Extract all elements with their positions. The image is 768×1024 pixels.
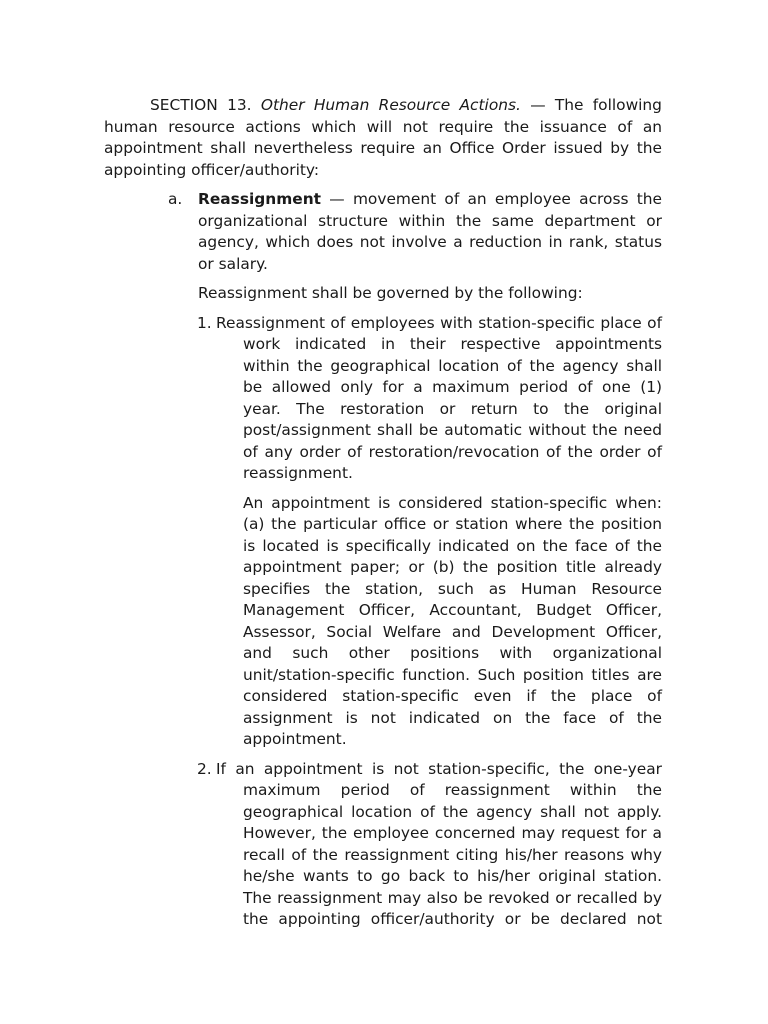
section-label: SECTION 13.: [150, 96, 252, 114]
section-dash: —: [530, 96, 546, 114]
item-a-definition: movement of an employee across the organizational structure within the same department or agency, which does not involve a reduction in rank, status or salary.: [198, 190, 662, 273]
rule-2-marker: 2.: [197, 759, 212, 778]
governed-by-paragraph: Reassignment shall be governed by the following:: [198, 284, 583, 302]
rule-2-text: If an appointment is not station-specific, the one-year maximum period of reassignment within the geographical location of the agency shall not apply. However, the employee concerned may request for a recall of the reassignment citing his/her reasons why he/she wants to go back to his/her original station. The reassignment may also be revoked or recalled by the appointing officer/authority or be declared not: [216, 759, 662, 928]
item-a-marker: a.: [168, 190, 183, 208]
section-13-paragraph: [104, 95, 662, 181]
rule-2-paragraph: [104, 759, 662, 931]
section-title: Other Human Resource Actions.: [260, 96, 521, 114]
section-intro: The following human resource actions which will not require the issuance of an appointment shall nevertheless require an Office Order issued by the appointing officer/authority:: [104, 96, 662, 179]
item-a-dash: —: [329, 190, 345, 208]
document-page: [104, 95, 662, 931]
item-a-paragraph: [104, 189, 662, 275]
rule-1-note-paragraph: An appointment is considered station-specific when: (a) the particular office or station where the position is located is specifically indicated on the face of the appointment paper; or (b) the position title already specifies the station, such as Human Resource Management Officer, Accountant, Budget Officer, Assessor, Social Welfare and Development Officer, and such other positions with organizational unit/station-specific function. Such position titles are considered station-specific even if the place of assignment is not indicated on the face of the appointment.: [243, 493, 662, 748]
rule-1-paragraph: [104, 313, 662, 485]
rule-1-marker: 1.: [197, 313, 212, 332]
rule-1-text: Reassignment of employees with station-specific place of work indicated in their respective appointments within the geographical location of the agency shall be allowed only for a maximum period of one (1) year. The restoration or return to the original post/assignment shall be automatic without the need of any order of restoration/revocation of the order of reassignment.: [216, 313, 662, 482]
item-a-term: Reassignment: [198, 190, 322, 208]
